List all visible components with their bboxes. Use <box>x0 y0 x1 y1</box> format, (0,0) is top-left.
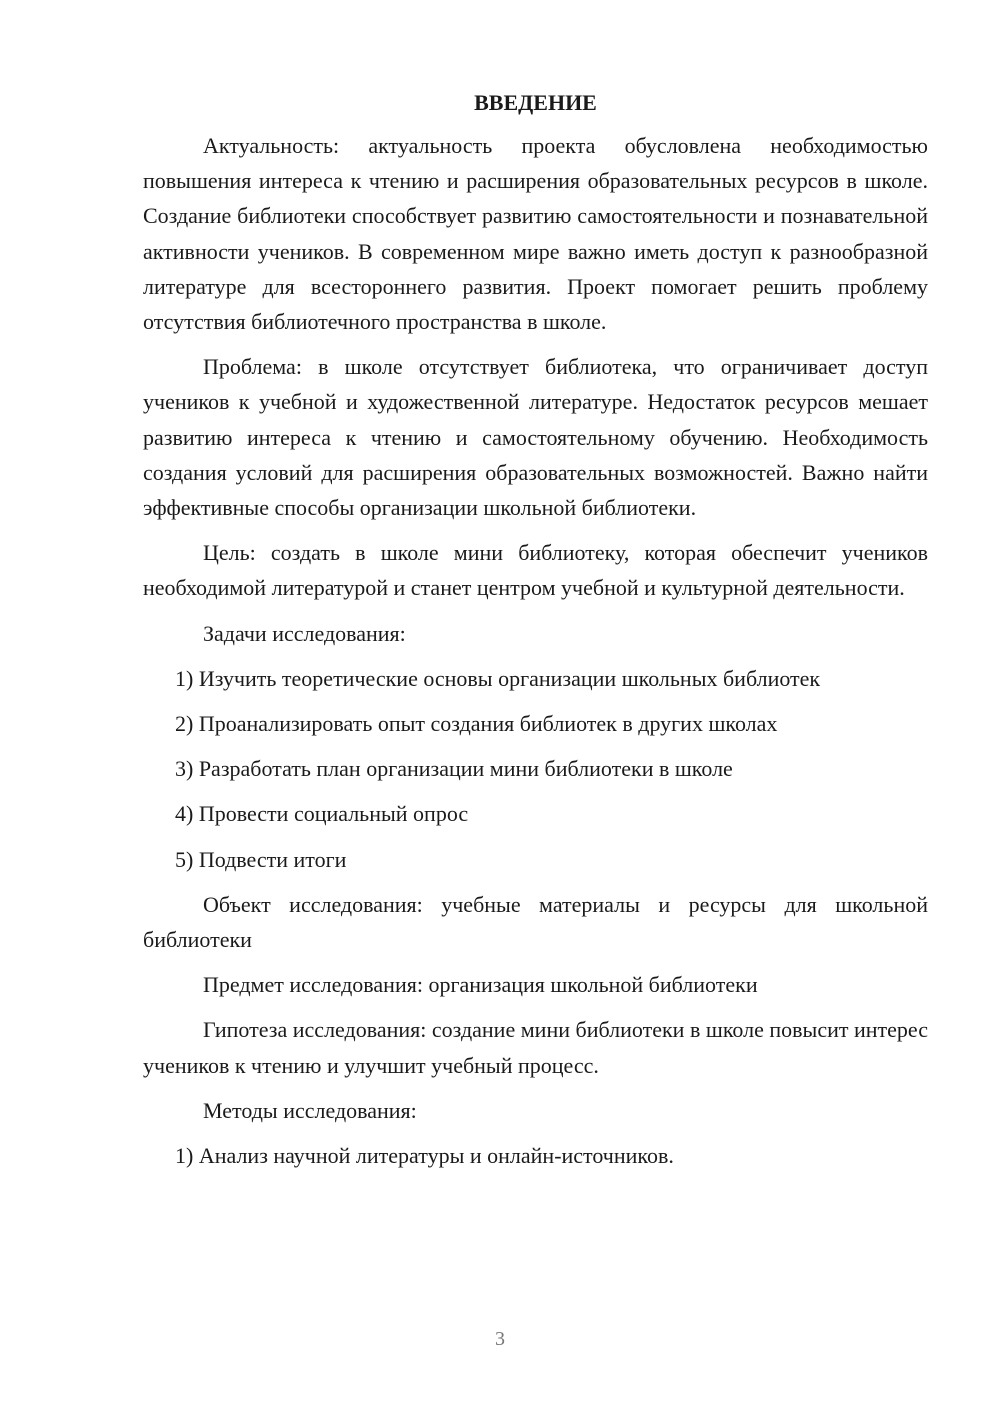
section-title: ВВЕДЕНИЕ <box>474 90 597 115</box>
task-item-1: 1) Изучить теоретические основы организации школьных библиотек <box>175 665 821 691</box>
document-page <box>143 88 928 1183</box>
task-item-2: 2) Проанализировать опыт создания библиотек в других школах <box>175 711 778 737</box>
problem-paragraph: Проблема: в школе отсутствует библиотека, что ограничивает доступ учеников к учебной и художественной литературе. Недостаток ресурсов мешает развитию интереса к чтению и самостоятельному обучению. Необходимость создания условий для расширения образовательных возможностей. Важно найти эффективные способы организации школьной библиотеки. <box>143 354 928 521</box>
page-number: 3 <box>495 1328 505 1350</box>
task-item-4: 4) Провести социальный опрос <box>175 801 469 827</box>
method-item-1: 1) Анализ научной литературы и онлайн-источников. <box>175 1143 674 1169</box>
object-paragraph: Объект исследования: учебные материалы и ресурсы для школьной библиотеки <box>143 891 928 953</box>
tasks-heading: Задачи исследования: <box>203 620 406 646</box>
task-item-5: 5) Подвести итоги <box>175 846 347 872</box>
goal-paragraph: Цель: создать в школе мини библиотеку, которая обеспечит учеников необходимой литературой и станет центром учебной и культурной деятельности. <box>143 540 928 601</box>
relevance-paragraph: Актуальность: актуальность проекта обусловлена необходимостью повышения интереса к чтению и расширения образовательных ресурсов в школе. Создание библиотеки способствует развитию самостоятельности и познавательной активности учеников. В современном мире важно иметь доступ к разнообразной литературе для всестороннего развития. Проект помогает решить проблему отсутствия библиотечного пространства в школе. <box>143 133 928 335</box>
methods-heading: Методы исследования: <box>203 1097 417 1123</box>
subject-paragraph: Предмет исследования: организация школьной библиотеки <box>203 972 758 998</box>
task-item-3: 3) Разработать план организации мини библиотеки в школе <box>175 756 733 782</box>
hypothesis-paragraph: Гипотеза исследования: создание мини библиотеки в школе повысит интерес учеников к чтению и улучшит учебный процесс. <box>143 1017 928 1078</box>
